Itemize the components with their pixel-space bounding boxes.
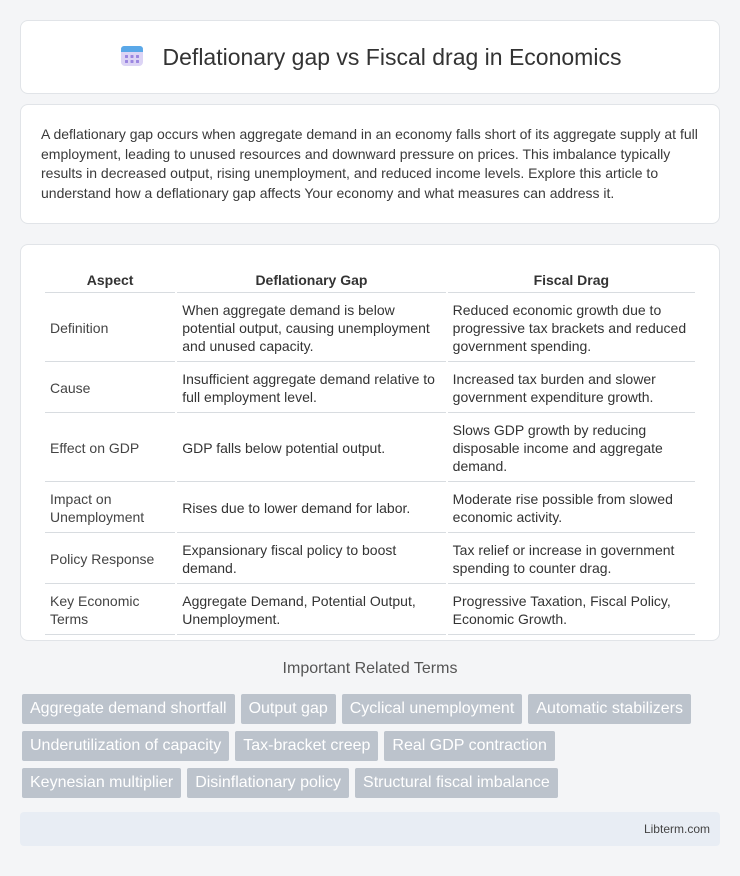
related-term-chip[interactable]: Output gap xyxy=(241,694,336,724)
related-term-chip[interactable]: Aggregate demand shortfall xyxy=(22,694,235,724)
table-cell-deflationary-gap: Aggregate Demand, Potential Output, Unemployment. xyxy=(177,586,445,635)
related-terms-heading: Important Related Terms xyxy=(282,660,458,677)
table-row xyxy=(45,295,695,362)
column-header-deflationary-gap: Deflationary Gap xyxy=(177,267,445,293)
related-term-chip[interactable]: Automatic stabilizers xyxy=(528,694,691,724)
table-row xyxy=(45,415,695,482)
intro-card xyxy=(20,104,720,224)
table-cell-aspect: Definition xyxy=(45,295,175,362)
table-cell-deflationary-gap: Rises due to lower demand for labor. xyxy=(177,484,445,533)
table-cell-aspect: Effect on GDP xyxy=(45,415,175,482)
comparison-table xyxy=(43,265,697,637)
related-term-chip[interactable]: Real GDP contraction xyxy=(384,731,554,761)
table-cell-deflationary-gap: When aggregate demand is below potential output, causing unemployment and unused capacity. xyxy=(177,295,445,362)
related-term-chip[interactable]: Tax-bracket creep xyxy=(235,731,378,761)
table-cell-fiscal-drag: Progressive Taxation, Fiscal Policy, Economic Growth. xyxy=(448,586,695,635)
footer-site-link[interactable]: Libterm.com xyxy=(643,822,710,836)
table-cell-fiscal-drag: Increased tax burden and slower government expenditure growth. xyxy=(448,364,695,413)
related-term-chip[interactable]: Structural fiscal imbalance xyxy=(355,768,558,798)
table-cell-deflationary-gap: Insufficient aggregate demand relative to full employment level. xyxy=(177,364,445,413)
table-cell-fiscal-drag: Tax relief or increase in government spending to counter drag. xyxy=(448,535,695,584)
related-terms-list xyxy=(22,694,718,798)
column-header-aspect: Aspect xyxy=(45,267,175,293)
related-term-chip[interactable]: Disinflationary policy xyxy=(187,768,349,798)
calendar-icon xyxy=(119,42,145,73)
table-cell-deflationary-gap: Expansionary fiscal policy to boost demand. xyxy=(177,535,445,584)
page-title: Deflationary gap vs Fiscal drag in Economics xyxy=(162,43,622,70)
related-term-chip[interactable]: Cyclical unemployment xyxy=(342,694,523,724)
table-cell-fiscal-drag: Reduced economic growth due to progressive tax brackets and reduced government spending. xyxy=(448,295,695,362)
table-cell-aspect: Cause xyxy=(45,364,175,413)
table-cell-fiscal-drag: Moderate rise possible from slowed economic activity. xyxy=(448,484,695,533)
table-row xyxy=(45,484,695,533)
intro-paragraph: A deflationary gap occurs when aggregate demand in an economy falls short of its aggregate supply at full employment, leading to unused resources and downward pressure on prices. This imbalance typically results in decreased output, rising unemployment, and reduced income levels. Explore this article to understand how a deflationary gap affects Your economy and what measures can address it. xyxy=(41,126,698,201)
table-cell-aspect: Impact on Unemployment xyxy=(45,484,175,533)
table-row xyxy=(45,364,695,413)
related-term-chip[interactable]: Keynesian multiplier xyxy=(22,768,181,798)
table-row xyxy=(45,535,695,584)
table-cell-aspect: Key Economic Terms xyxy=(45,586,175,635)
column-header-fiscal-drag: Fiscal Drag xyxy=(448,267,695,293)
table-row xyxy=(45,586,695,635)
header-card xyxy=(20,20,720,94)
table-cell-deflationary-gap: GDP falls below potential output. xyxy=(177,415,445,482)
table-cell-aspect: Policy Response xyxy=(45,535,175,584)
comparison-card xyxy=(20,244,720,641)
table-header-row xyxy=(45,267,695,293)
table-cell-fiscal-drag: Slows GDP growth by reducing disposable income and aggregate demand. xyxy=(448,415,695,482)
footer xyxy=(20,812,720,846)
related-term-chip[interactable]: Underutilization of capacity xyxy=(22,731,229,761)
